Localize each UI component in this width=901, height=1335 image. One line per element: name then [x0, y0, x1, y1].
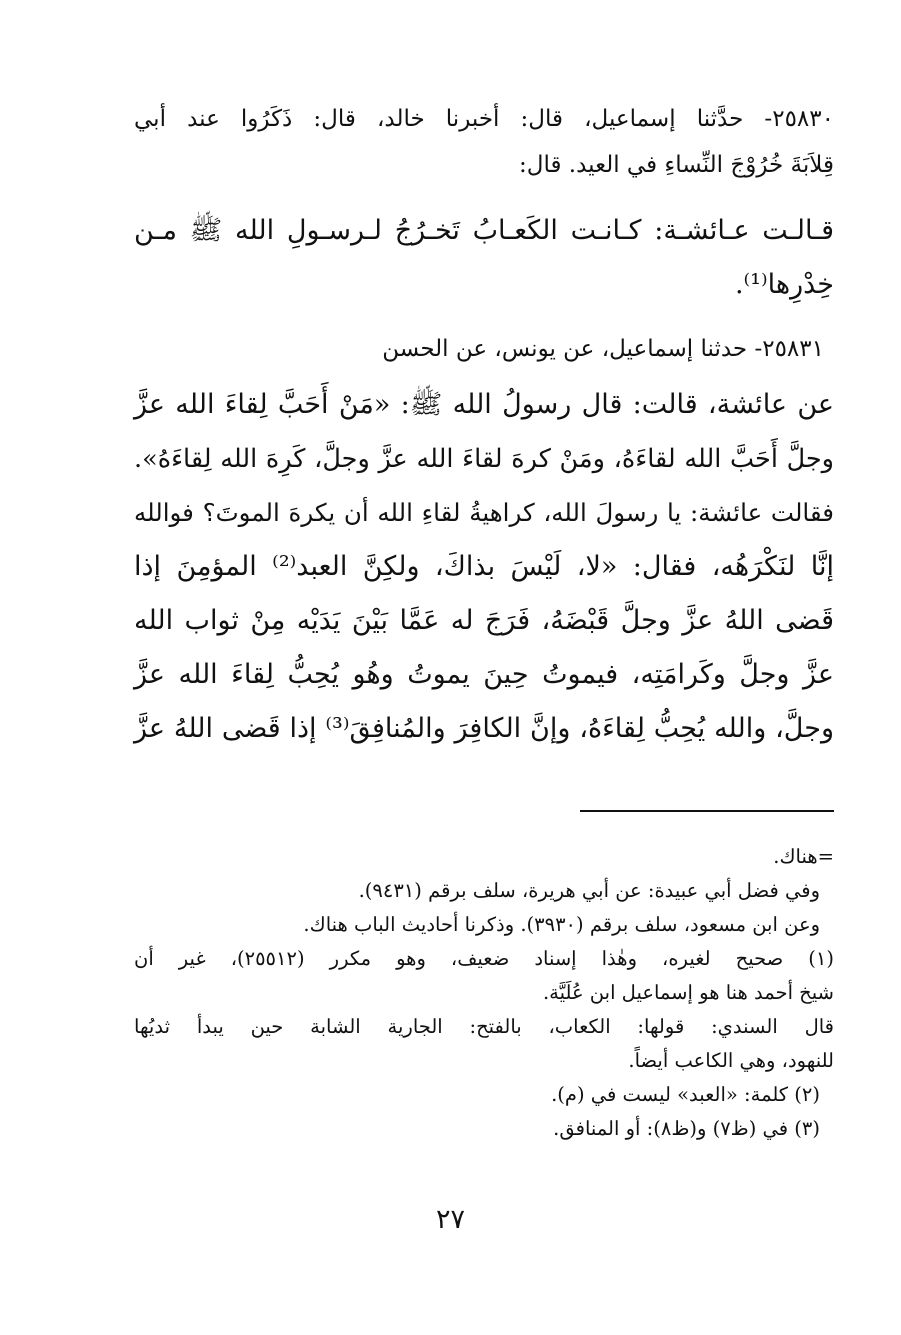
text-line: وجلَّ، والله يُحِبُّ لِقاءَهُ، وإنَّ الكافِرَ والمُنافِقَ⁽³⁾ إذا قَضى اللهُ عزَّ [134, 713, 834, 744]
footnote-sindi: قال السندي: قولها: الكعاب، بالفتح: الجارية الشابة حين يبدأ ثديُها [134, 1015, 834, 1038]
footnote-3: (٣) في (ظ٧) و(ظ٨): أو المنافق. [553, 1117, 820, 1140]
footnote-1-cont: شيخ أحمد هنا هو إسماعيل ابن عُلَيَّة. [542, 981, 834, 1004]
text-line: وجلَّ أَحَبَّ الله لقاءَهُ، ومَنْ كرهَ لقاءَ الله عزَّ وجلَّ، كَرِهَ الله لِقاءَهُ». [134, 444, 834, 474]
footnote-sindi-cont: للنهود، وهي الكاعب أيضاً. [628, 1049, 834, 1072]
text-line: عزَّ وجلَّ وكَرامَتِه، فيموتُ حِينَ يموتُ وهُو يُحِبُّ لِقاءَ الله عزَّ [134, 659, 834, 690]
text-line: ٢٥٨٣٠- حدَّثنا إسماعيل، قال: أخبرنا خالد، قال: ذَكَرُوا عند أبي [134, 106, 834, 132]
text-line: فقالت عائشة: يا رسولَ الله، كراهيةُ لقاءِ الله أن يكرهَ الموتَ؟ فوالله [134, 498, 834, 527]
footnote-line: وعن ابن مسعود، سلف برقم (٣٩٣٠). وذكرنا أحاديث الباب هناك. [303, 913, 820, 936]
footnote-2: (٢) كلمة: «العبد» ليست في (م). [551, 1083, 820, 1106]
footnotes [134, 840, 834, 1146]
text-line: قـالـت عـائشـة: كـانـت الكَعـابُ تَخـرُجُ لـرسـولِ الله ﷺ مـن [134, 215, 834, 246]
footnote-line: وفي فضل أبي عبيدة: عن أبي هريرة، سلف برقم (٩٤٣١). [358, 879, 820, 902]
hadith-25831-body [134, 378, 834, 756]
isnad-line: ٢٥٨٣١- حدثنا إسماعيل، عن يونس، عن الحسن [382, 336, 824, 362]
hadith-25830 [134, 96, 834, 188]
text-line: قِلاَبَةَ خُرُوْجَ النِّساءِ في العيد. قال: [519, 152, 834, 178]
text-line: خِدْرِها⁽¹⁾. [734, 269, 834, 300]
footnote-separator [580, 810, 834, 812]
text-line: قَضى اللهُ عزَّ وجلَّ قَبْضَهُ، فَرَجَ له عَمَّا بَيْنَ يَدَيْه مِنْ ثواب الله [134, 605, 834, 636]
text-line: إنَّا لنَكْرَهُه، فقال: «لا، لَيْسَ بذاكَ، ولكِنَّ العبد⁽²⁾ المؤمِنَ إذا [134, 551, 834, 582]
page-number: ٢٧ [435, 1204, 465, 1235]
footnote-1: (١) صحيح لغيره، وهٰذا إسناد ضعيف، وهو مكرر (٢٥٥١٢)، غير أن [134, 947, 834, 970]
hadith-25831-header [134, 326, 834, 372]
footnote-continuation: =هناك. [773, 845, 834, 868]
aisha-quote [134, 204, 834, 312]
text-line: عن عائشة، قالت: قال رسولُ الله ﷺ: «مَنْ أَحَبَّ لِقاءَ الله عزَّ [134, 389, 834, 420]
